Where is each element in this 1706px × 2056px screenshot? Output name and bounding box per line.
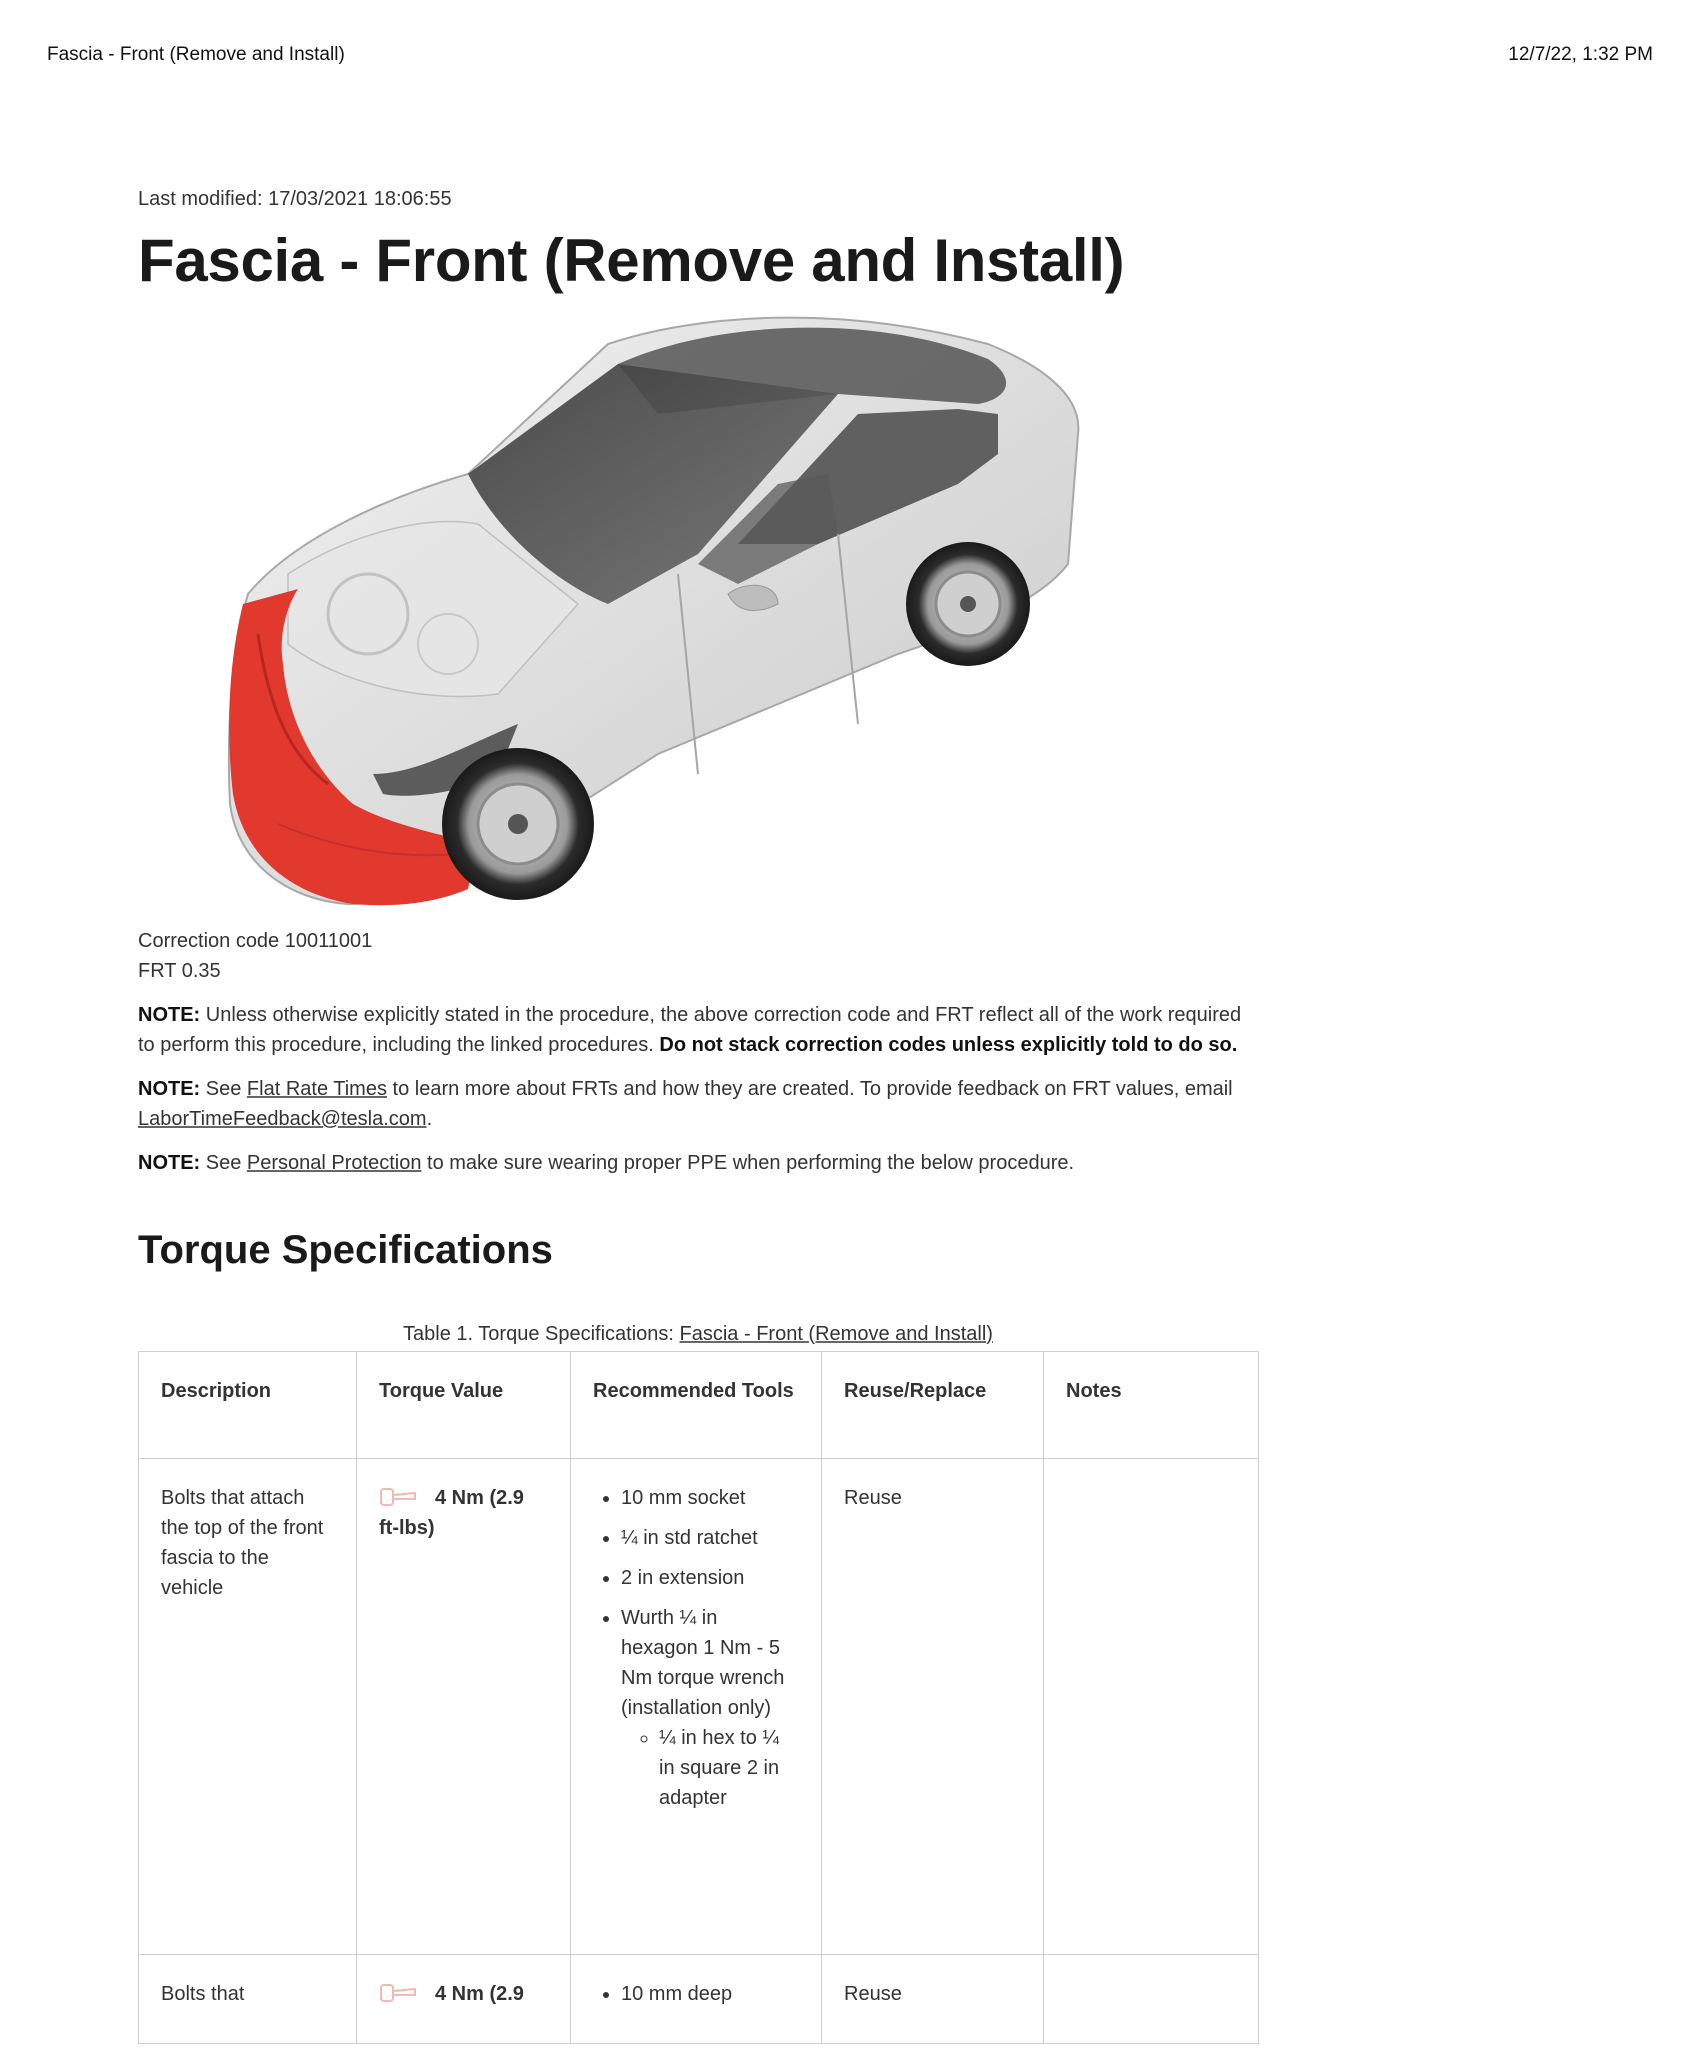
cell-notes	[1044, 1458, 1259, 1954]
page-title: Fascia - Front (Remove and Install)	[138, 227, 1125, 294]
vehicle-illustration-front-fascia-highlighted-icon	[138, 304, 1118, 924]
cell-torque	[357, 1954, 571, 2043]
list-item: • ¼ in std ratchet	[621, 1523, 799, 1553]
print-header-title: Fascia - Front (Remove and Install)	[47, 44, 345, 65]
print-header	[47, 44, 1653, 66]
torque-value: 4 Nm (2.9 ft-lbs)	[379, 1486, 524, 1539]
note-label: NOTE:	[138, 1003, 201, 1026]
tools-list	[593, 1483, 799, 1813]
header-notes: Notes	[1044, 1351, 1259, 1458]
tools-list	[593, 1979, 799, 2009]
cell-reuse: Reuse	[822, 1954, 1044, 2043]
note-ppe	[138, 1148, 1258, 1178]
table-caption-link[interactable]: Fascia - Front (Remove and Install)	[679, 1322, 993, 1345]
print-header-datetime: 12/7/22, 1:32 PM	[1508, 44, 1653, 65]
note-label: NOTE:	[138, 1151, 201, 1174]
torque-spec-table	[138, 1351, 1259, 2044]
list-item: ◦ ¼ in hex to ¼ in square 2 in adapter	[659, 1723, 799, 1813]
last-modified: Last modified: 17/03/2021 18:06:55	[138, 188, 452, 210]
table-row	[139, 1458, 1259, 1954]
list-item	[621, 1603, 799, 1813]
cell-tools	[571, 1954, 822, 2043]
note-bold-text: Do not stack correction codes unless explicitly told to do so.	[659, 1033, 1238, 1056]
personal-protection-link[interactable]: Personal Protection	[246, 1151, 422, 1174]
list-item-text: Wurth ¼ in hexagon 1 Nm - 5 Nm torque wrench (installation only)	[621, 1606, 785, 1719]
vehicle-illustration	[138, 304, 1118, 924]
note-text: See	[200, 1077, 247, 1100]
header-description: Description	[139, 1351, 357, 1458]
header-reuse-replace: Reuse/Replace	[822, 1351, 1044, 1458]
table-caption-prefix: Table 1. Torque Specifications:	[403, 1322, 680, 1345]
note-text: to make sure wearing proper PPE when performing the below procedure.	[421, 1151, 1075, 1174]
note-text: See	[200, 1151, 247, 1174]
cell-torque	[357, 1458, 571, 1954]
correction-info	[138, 926, 1258, 986]
table-header-row	[139, 1351, 1259, 1458]
table-caption	[138, 1323, 1258, 1351]
note-text: to learn more about FRTs and how they are created. To provide feedback on FRT values, email	[386, 1077, 1233, 1100]
frt-value: FRT 0.35	[138, 959, 221, 982]
list-item: • 10 mm deep	[621, 1979, 799, 2009]
cell-description: Bolts that attach the top of the front fascia to the vehicle	[139, 1458, 357, 1954]
header-torque-value: Torque Value	[357, 1351, 571, 1458]
list-item: • 2 in extension	[621, 1563, 799, 1593]
note-label: NOTE:	[138, 1077, 201, 1100]
note-correction-code	[138, 1000, 1258, 1060]
correction-code: Correction code 10011001	[138, 929, 373, 952]
note-frt-feedback	[138, 1074, 1258, 1134]
flat-rate-times-link[interactable]: Flat Rate Times	[246, 1077, 387, 1100]
table-row	[139, 1954, 1259, 2043]
cell-notes	[1044, 1954, 1259, 2043]
document-body	[138, 188, 1258, 2044]
labor-feedback-email-link[interactable]: LaborTimeFeedback@tesla.com	[138, 1107, 427, 1130]
cell-description: Bolts that	[139, 1954, 357, 2043]
torque-wrench-icon	[379, 1979, 419, 2007]
list-item: • 10 mm socket	[621, 1483, 799, 1513]
cell-tools	[571, 1458, 822, 1954]
torque-wrench-icon	[379, 1483, 419, 1511]
section-title-torque: Torque Specifications	[138, 1227, 553, 1272]
header-recommended-tools: Recommended Tools	[571, 1351, 822, 1458]
torque-value: 4 Nm (2.9	[435, 1982, 524, 2005]
cell-reuse: Reuse	[822, 1458, 1044, 1954]
note-text: Unless otherwise explicitly stated in the procedure, the above correction code and FRT reflect all of the work required to perform this procedure, including the linked procedures.	[138, 1003, 1242, 1056]
sub-tools-list	[621, 1723, 799, 1813]
note-text: .	[426, 1107, 433, 1130]
